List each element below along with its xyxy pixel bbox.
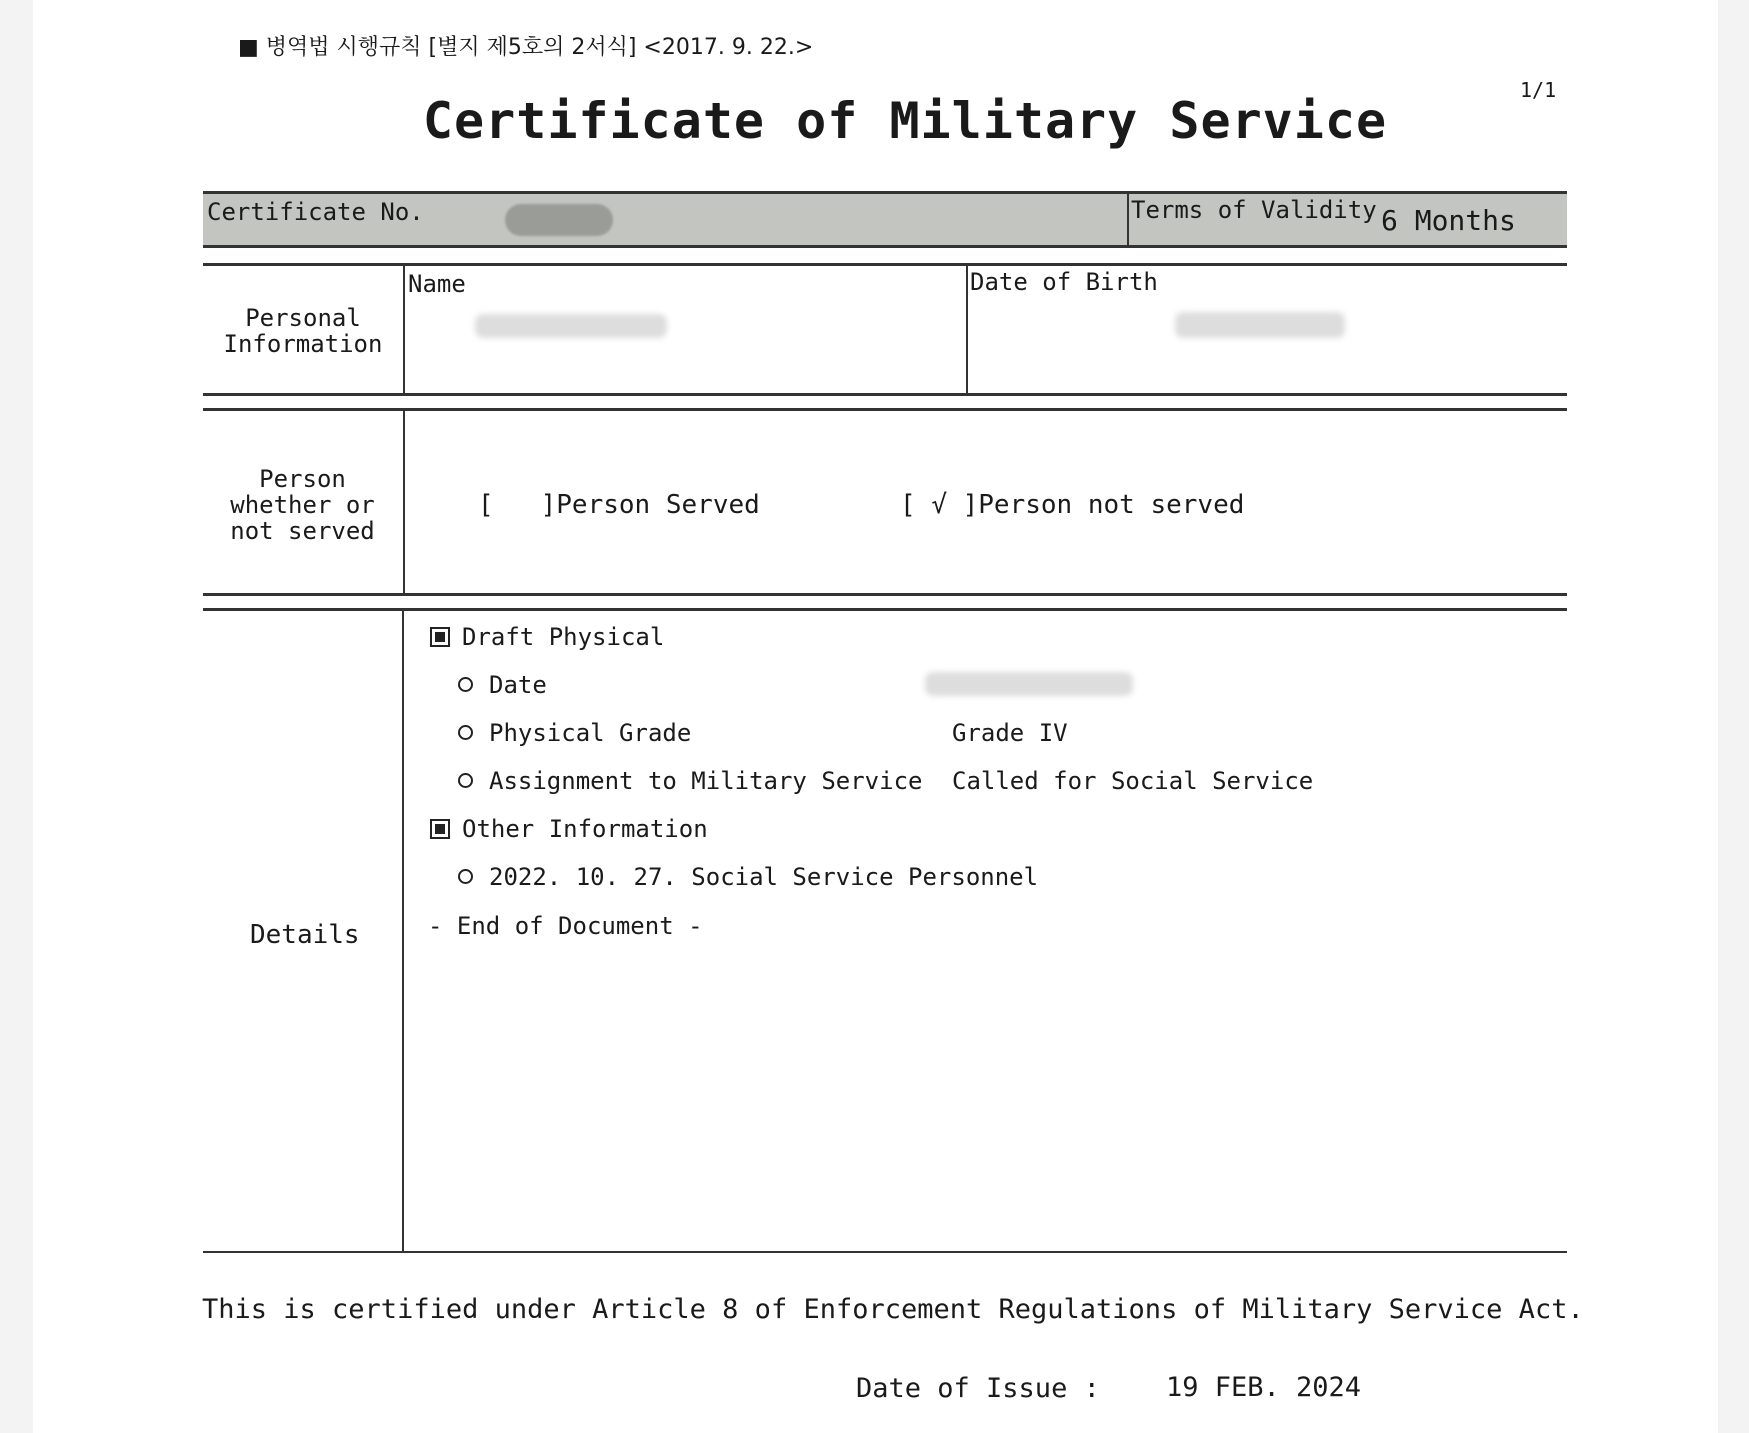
option-person-served[interactable]: [ ]Person Served: [478, 490, 760, 520]
validity-value: 6 Months: [1381, 204, 1516, 237]
dob-label: Date of Birth: [970, 268, 1158, 296]
certification-statement: This is certified under Article 8 of Enforcement Regulations of Military Service Act.: [202, 1294, 1584, 1325]
issue-date-label: Date of Issue :: [856, 1373, 1100, 1404]
redacted-certificate-no: [505, 204, 613, 236]
grade-row: Physical Grade: [458, 719, 691, 747]
other-info-row: 2022. 10. 27. Social Service Personnel: [458, 863, 1038, 891]
other-info-heading: Other Information: [430, 815, 708, 843]
grade-value: Grade IV: [952, 719, 1068, 747]
check-mark-icon: √: [931, 490, 947, 520]
circle-bullet-icon: [458, 869, 473, 884]
name-label: Name: [408, 270, 466, 298]
redacted-name: [475, 314, 667, 338]
option-label: Person Served: [556, 490, 760, 520]
assignment-row: Assignment to Military Service: [458, 767, 922, 795]
option-label: Person not served: [978, 490, 1245, 520]
redacted-date: [925, 672, 1133, 696]
square-bullet-icon: [430, 819, 450, 839]
date-row: Date: [458, 671, 547, 699]
assignment-value: Called for Social Service: [952, 767, 1314, 795]
draft-physical-heading: Draft Physical: [430, 623, 664, 651]
page-title: Certificate of Military Service: [422, 92, 1388, 150]
served-label: Person whether or not served: [230, 465, 375, 545]
page-indicator: 1/1: [1520, 78, 1557, 102]
circle-bullet-icon: [458, 677, 473, 692]
certificate-no-label: Certificate No.: [207, 198, 424, 226]
issue-date-value: 19 FEB. 2024: [1166, 1372, 1362, 1403]
form-header: ■ 병역법 시행규칙 [별지 제5호의 2서식] <2017. 9. 22.>: [238, 35, 814, 60]
end-of-document: - End of Document -: [428, 912, 703, 940]
validity-label: Terms of Validity: [1131, 196, 1377, 224]
circle-bullet-icon: [458, 725, 473, 740]
redacted-dob: [1175, 312, 1345, 338]
option-person-not-served[interactable]: [ √ ]Person not served: [900, 490, 1245, 520]
details-label: Details: [250, 920, 360, 950]
square-bullet-icon: [430, 627, 450, 647]
personal-info-label: Personal Information: [223, 304, 383, 358]
circle-bullet-icon: [458, 773, 473, 788]
